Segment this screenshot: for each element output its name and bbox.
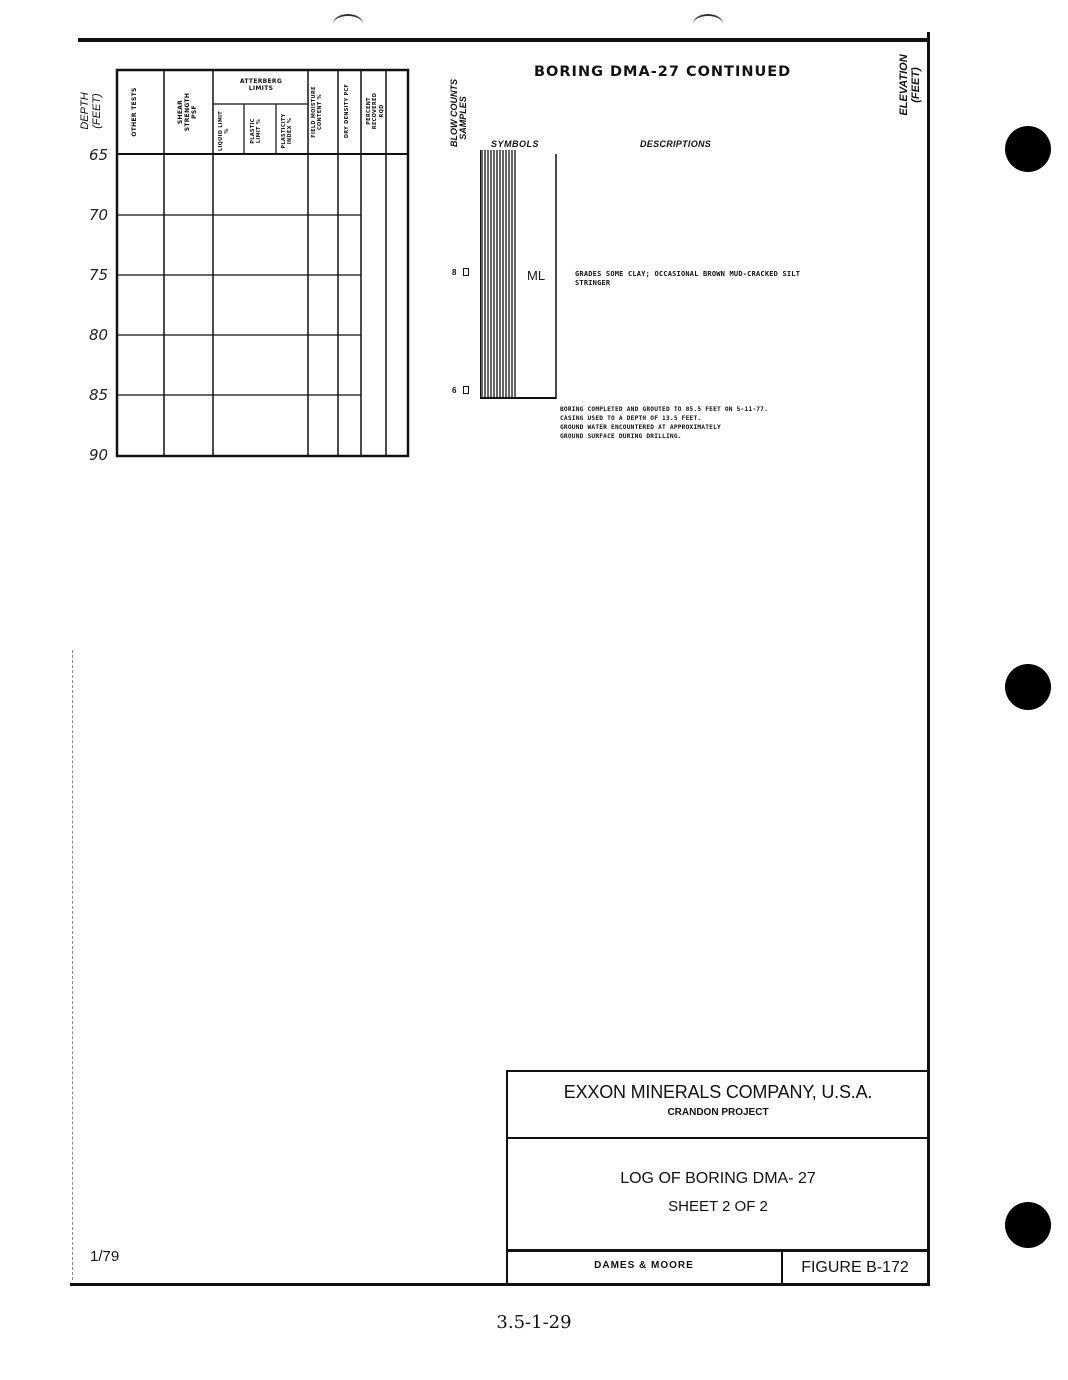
depth-tick-85: 85 [89, 386, 109, 404]
depth-tick-75: 75 [89, 266, 109, 284]
boring-note-3: GROUND WATER ENCOUNTERED AT APPROXIMATELY [560, 424, 721, 431]
sample-marker-85 [463, 386, 469, 394]
boring-note-2: CASING USED TO A DEPTH OF 13.5 FEET. [560, 415, 702, 422]
firm-name: DAMES & MOORE [594, 1260, 694, 1271]
depth-tick-65: 65 [89, 146, 109, 164]
date-label: 1/79 [90, 1248, 120, 1265]
page-frame-left-dashes [72, 650, 73, 1280]
col-header-rqd: RQD [379, 104, 385, 118]
page-number: 3.5-1-29 [496, 1312, 572, 1333]
col-header-percent-recovered: PERCENT RECOVERED [366, 92, 378, 130]
log-title: LOG OF BORING DMA- 27 [620, 1170, 816, 1187]
boring-note-1: BORING COMPLETED AND GROUTED TO 85.5 FEET ON 5-11-77. [560, 406, 769, 413]
title-block-divider-2 [506, 1249, 928, 1252]
figure-number: FIGURE B-172 [801, 1259, 909, 1276]
depth-axis-label: DEPTH (FEET) [79, 92, 103, 130]
symbols-label: SYMBOLS [491, 139, 540, 149]
col-header-plastic-limit: PLASTIC LIMIT % [250, 118, 262, 144]
col-header-other-tests: OTHER TESTS [131, 87, 138, 137]
elevation-axis-label: ELEVATION (FEET) [898, 54, 922, 116]
depth-tick-80: 80 [89, 326, 109, 344]
project-name: CRANDON PROJECT [667, 1107, 769, 1118]
company-name: EXXON MINERALS COMPANY, U.S.A. [563, 1082, 873, 1102]
col-header-atterberg: ATTERBERG LIMITS [239, 78, 283, 92]
blow-count-85: 6 [452, 386, 457, 395]
boring-note-4: GROUND SURFACE DURING DRILLING. [560, 433, 682, 440]
soil-description: GRADES SOME CLAY; OCCASIONAL BROWN MUD-CRACKED SILT STRINGER [575, 270, 801, 287]
page-title: BORING DMA-27 CONTINUED [534, 64, 792, 80]
soil-symbol-code: ML [527, 268, 546, 283]
samples-label: SAMPLES [458, 96, 468, 140]
col-header-shear-strength: SHEAR STRENGTH PSF [177, 92, 198, 132]
depth-tick-90: 90 [89, 446, 109, 464]
col-header-liquid-limit: LIQUID LIMIT % [218, 111, 230, 152]
punch-hole-bottom [1005, 1202, 1051, 1248]
soil-symbol-column [480, 150, 560, 405]
sample-marker-75 [463, 268, 469, 276]
col-header-dry-density: DRY DENSITY PCF [344, 83, 350, 139]
col-header-plasticity-index: PLASTICITY INDEX % [281, 113, 293, 149]
descriptions-label: DESCRIPTIONS [640, 139, 712, 149]
blow-count-75: 8 [452, 268, 457, 277]
col-header-field-moisture: FIELD MOISTURE CONTENT % [311, 86, 323, 138]
depth-tick-70: 70 [89, 206, 109, 224]
title-block-divider-1 [506, 1137, 928, 1139]
sheet-number: SHEET 2 OF 2 [668, 1198, 768, 1215]
blow-counts-label: BLOW COUNTS [449, 79, 459, 147]
punch-hole-middle [1005, 664, 1051, 710]
